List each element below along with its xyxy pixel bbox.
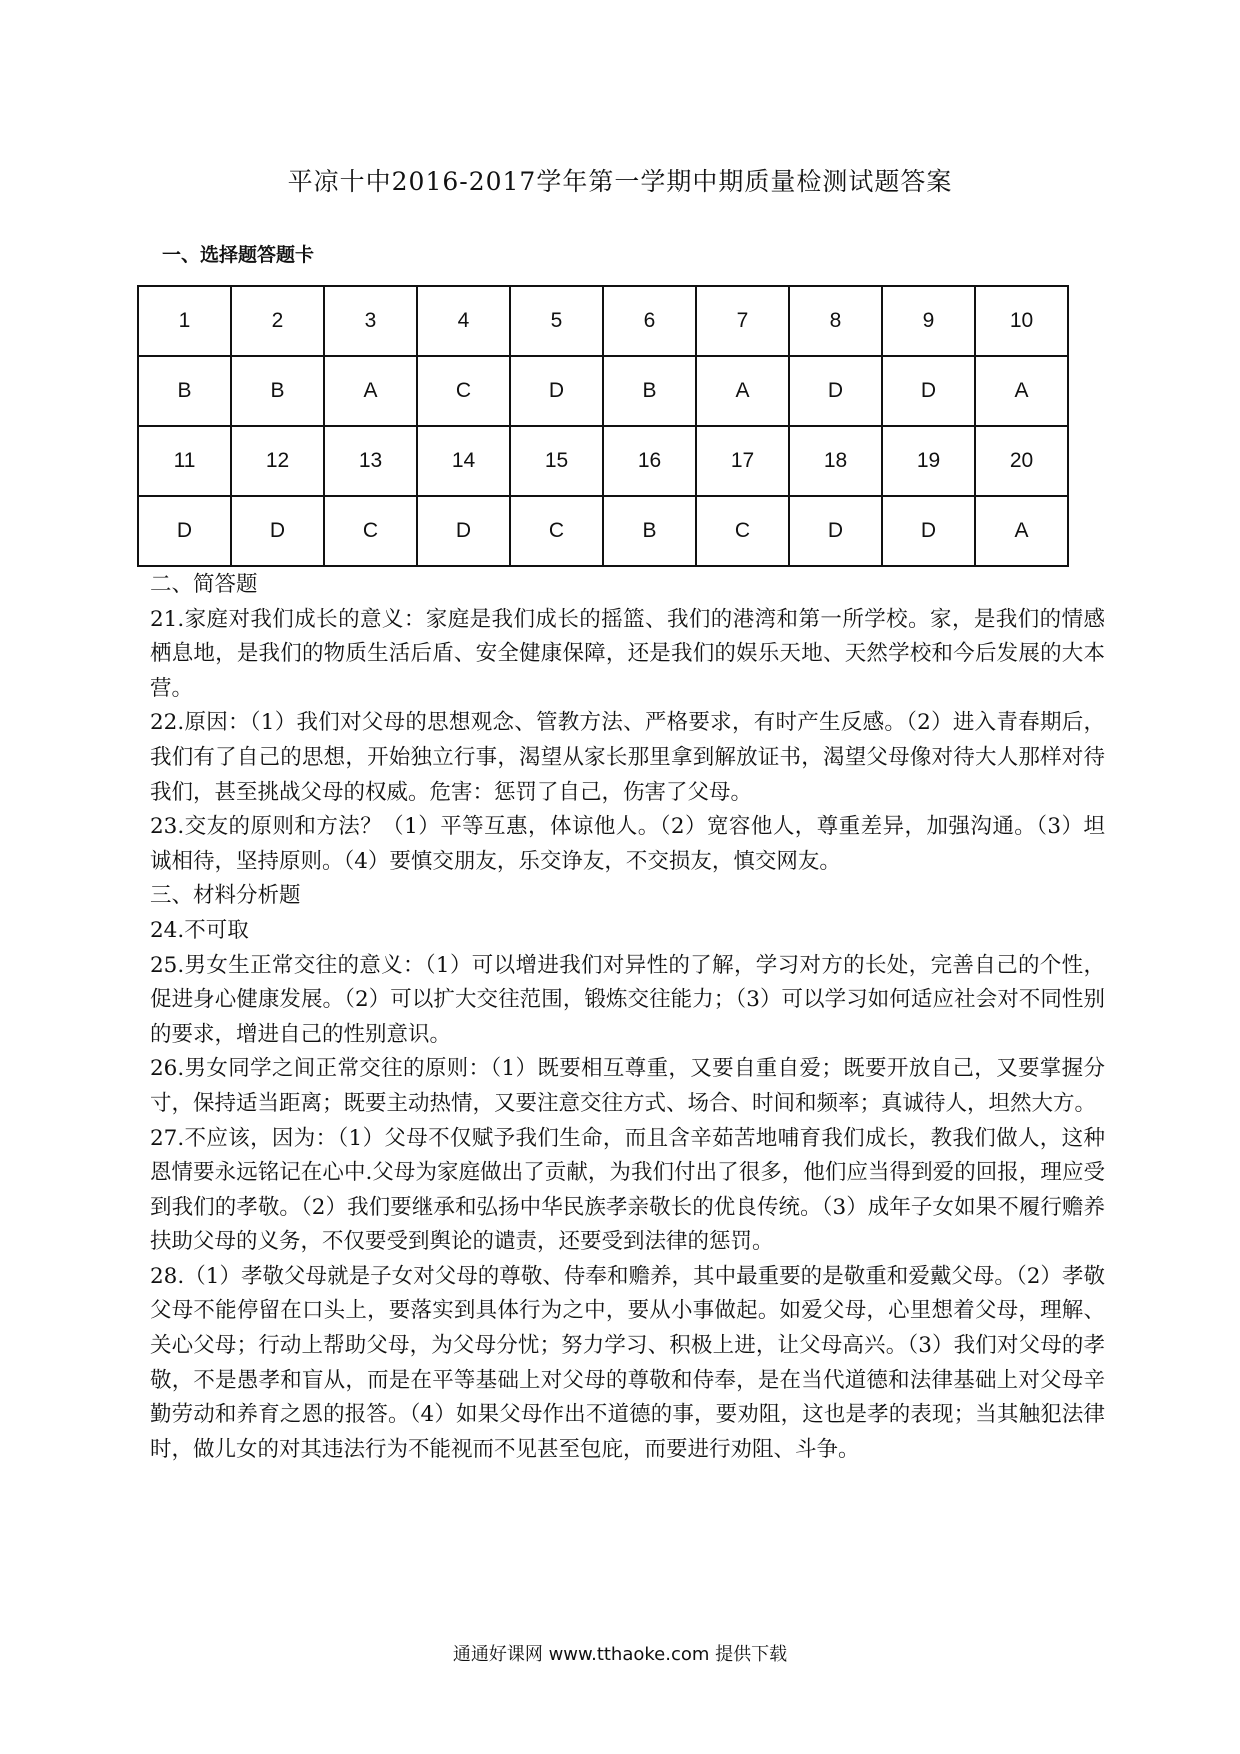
table-cell: D [231,496,324,566]
answer-paragraph: 24.不可取 [150,917,249,943]
table-cell: D [510,356,603,426]
page-title: 平凉十中2016-2017学年第一学期中期质量检测试题答案 [287,167,953,196]
table-cell: A [324,356,417,426]
answer-paragraph: 26.男女同学之间正常交往的原则：（1）既要相互尊重，又要自重自爱；既要开放自己，又要掌握分寸，保持适当距离；既要主动热情，又要注意交往方式、场合、时间和频率；真诚待人，坦然大方。 [150,1056,1105,1116]
table-cell: 13 [324,426,417,496]
table-cell: 11 [138,426,231,496]
table-cell: C [324,496,417,566]
table-cell: D [789,496,882,566]
table-row [138,496,1068,566]
table-cell: C [696,496,789,566]
table-cell: A [696,356,789,426]
table-cell: 7 [696,286,789,356]
table-cell: D [417,496,510,566]
table-cell: D [882,356,975,426]
table-cell: 1 [138,286,231,356]
table-row [138,286,1068,356]
table-cell: D [882,496,975,566]
table-cell: 4 [417,286,510,356]
table-cell: 20 [975,426,1068,496]
answer-card-table [137,285,1069,567]
table-cell: A [975,356,1068,426]
answer-paragraph: 22.原因：（1）我们对父母的思想观念、管教方法、严格要求，有时产生反感。（2）进入青春期后，我们有了自己的思想，开始独立行事，渴望从家长那里拿到解放证书，渴望父母像对待大人那样对待我们，甚至挑战父母的权威。危害：惩罚了自己，伤害了父母。 [150,710,1105,805]
answer-paragraph: 二、简答题 [150,572,258,597]
table-cell: A [975,496,1068,566]
table-cell: 19 [882,426,975,496]
table-cell: 9 [882,286,975,356]
answer-paragraph: 28.（1）孝敬父母就是子女对父母的尊敬、侍奉和赡养，其中最重要的是敬重和爱戴父母。（2）孝敬父母不能停留在口头上，要落实到具体行为之中，要从小事做起。如爱父母，心里想着父母，理解、关心父母；行动上帮助父母，为父母分忧；努力学习、积极上进，让父母高兴。（3）我们对父母的孝敬，不是愚孝和盲从，而是在平等基础上对父母的尊敬和侍奉，是在当代道德和法律基础上对父母辛勤劳动和养育之恩的报答。（4）如果父母作出不道德的事，要劝阻，这也是孝的表现；当其触犯法律时，做儿女的对其违法行为不能视而不见甚至包庇，而要进行劝阻、斗争。 [150,1263,1105,1462]
table-row [138,426,1068,496]
answer-paragraph: 23.交友的原则和方法？（1）平等互惠，体谅他人。（2）宽容他人，尊重差异，加强沟通。（3）坦诚相待，坚持原则。（4）要慎交朋友，乐交诤友，不交损友，慎交网友。 [150,814,1105,874]
table-cell: 2 [231,286,324,356]
footer-credit: 通通好课网 www.tthaoke.com 提供下载 [452,1644,788,1665]
table-cell: 10 [975,286,1068,356]
table-cell: C [417,356,510,426]
table-cell: 16 [603,426,696,496]
table-cell: 3 [324,286,417,356]
answer-paragraph: 27.不应该，因为：（1）父母不仅赋予我们生命，而且含辛茹苦地哺育我们成长，教我们做人，这种恩情要永远铭记在心中.父母为家庭做出了贡献，为我们付出了很多，他们应当得到爱的回报，理应受到我们的孝敬。（2）我们要继承和弘扬中华民族孝亲敬长的优良传统。（3）成年子女如果不履行赡养扶助父母的义务，不仅要受到舆论的谴责，还要受到法律的惩罚。 [150,1125,1105,1255]
table-cell: B [603,356,696,426]
table-cell: 15 [510,426,603,496]
table-cell: 12 [231,426,324,496]
table-cell: D [138,496,231,566]
table-cell: 8 [789,286,882,356]
table-row [138,356,1068,426]
table-cell: 5 [510,286,603,356]
table-cell: D [789,356,882,426]
table-cell: B [603,496,696,566]
table-cell: C [510,496,603,566]
section-heading-choice: 一、选择题答题卡 [162,244,315,266]
table-cell: 17 [696,426,789,496]
table-cell: B [138,356,231,426]
table-cell: 18 [789,426,882,496]
answer-paragraph: 三、材料分析题 [150,883,301,909]
table-cell: 6 [603,286,696,356]
table-cell: B [231,356,324,426]
answer-text-body [150,568,1105,1467]
answer-paragraph: 21.家庭对我们成长的意义：家庭是我们成长的摇篮、我们的港湾和第一所学校。家，是我们的情感栖息地，是我们的物质生活后盾、安全健康保障，还是我们的娱乐天地、天然学校和今后发展的大本营。 [150,606,1105,701]
table-cell: 14 [417,426,510,496]
answer-paragraph: 25.男女生正常交往的意义：（1）可以增进我们对异性的了解，学习对方的长处，完善自己的个性，促进身心健康发展。（2）可以扩大交往范围，锻炼交往能力；（3）可以学习如何适应社会对不同性别的要求，增进自己的性别意识。 [150,952,1105,1047]
